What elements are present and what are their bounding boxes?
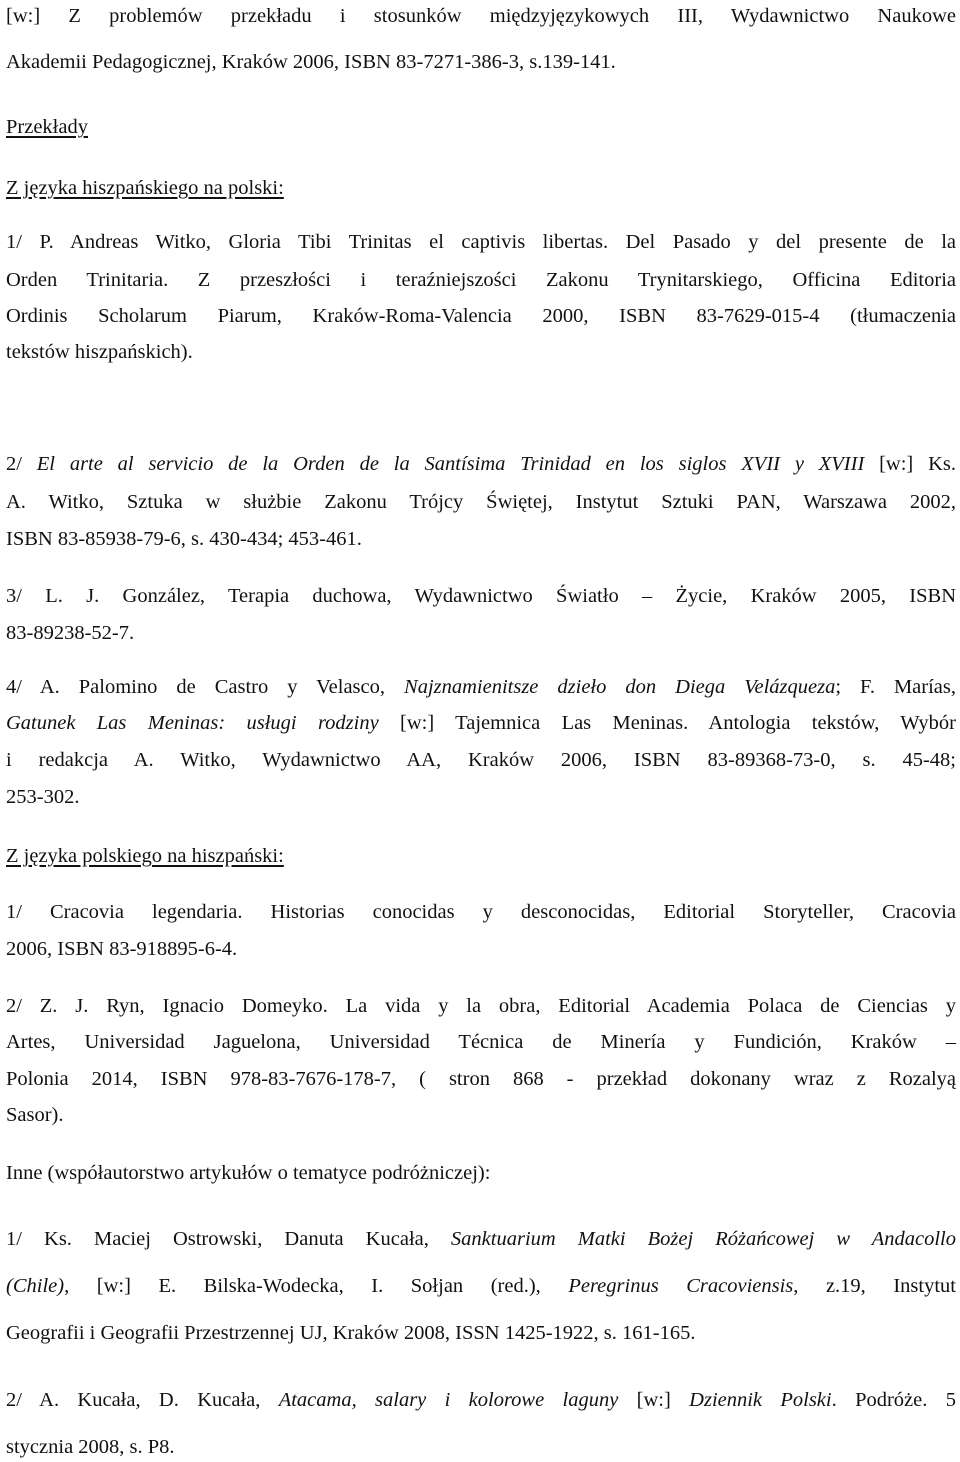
es-pl-entry-2-line-1 xyxy=(6,454,956,475)
entry-text: . Podróże. 5 xyxy=(831,1389,956,1411)
entry-text: [w:] Tajemnica Las Meninas. Antologia tekstów, Wybór xyxy=(378,712,956,734)
prev-entry-line-2: Akademii Pedagogicznej, Kraków 2006, ISBN 83-7271-386-3, s.139-141. xyxy=(6,51,616,73)
prev-entry-line-1: [w:] Z problemów przekładu i stosunków międzyjęzykowych III, Wydawnictwo Naukowe xyxy=(6,5,956,27)
es-pl-entry-2-line-3: ISBN 83-85938-79-6, s. 430-434; 453-461. xyxy=(6,528,362,550)
entry-text: , z.19, Instytut xyxy=(793,1275,956,1297)
entry-title: Gatunek Las Meninas: usługi rodziny xyxy=(6,712,379,734)
entry-title: El arte al servicio de la Orden de la Santísima Trinidad en los siglos XVII y XVIII xyxy=(36,453,865,475)
other-entry-2-line-2: stycznia 2008, s. P8. xyxy=(6,1436,175,1458)
es-pl-entry-2-line-2: A. Witko, Sztuka w służbie Zakonu Trójcy Świętej, Instytut Sztuki PAN, Warszawa 2002, xyxy=(6,491,956,513)
es-pl-entry-4-line-1 xyxy=(6,677,956,698)
other-entry-1-line-3: Geografii i Geografii Przestrzennej UJ, Kraków 2008, ISSN 1425-1922, s. 161-165. xyxy=(6,1322,696,1344)
entry-text: 2/ A. Kucała, D. Kucała, xyxy=(6,1389,279,1411)
entry-title: (Chile) xyxy=(6,1275,65,1297)
es-pl-entry-1-line-1: 1/ P. Andreas Witko, Gloria Tibi Trinitas el captivis libertas. Del Pasado y del presente de la xyxy=(6,231,956,253)
es-pl-entry-3-line-1: 3/ L. J. González, Terapia duchowa, Wydawnictwo Światło – Życie, Kraków 2005, ISBN xyxy=(6,585,956,607)
entry-title: Dziennik Polski xyxy=(689,1389,832,1411)
entry-text: 1/ Ks. Maciej Ostrowski, Danuta Kucała, xyxy=(6,1228,451,1250)
es-pl-entry-1-line-4: tekstów hiszpańskich). xyxy=(6,341,193,363)
subheading-spanish-to-polish: Z języka hiszpańskiego na polski: xyxy=(6,177,284,199)
entry-title: Sanktuarium Matki Bożej Różańcowej w Andacollo xyxy=(450,1228,956,1250)
other-entry-2-line-1 xyxy=(6,1390,956,1411)
pl-es-entry-2-line-1: 2/ Z. J. Ryn, Ignacio Domeyko. La vida y la obra, Editorial Academia Polaca de Ciencias y xyxy=(6,995,956,1017)
pl-es-entry-2-line-3: Polonia 2014, ISBN 978-83-7676-178-7, ( stron 868 - przekład dokonany wraz z Rozalyą xyxy=(6,1068,956,1090)
pl-es-entry-2-line-2: Artes, Universidad Jaguelona, Universidad Técnica de Minería y Fundición, Kraków – xyxy=(6,1031,956,1053)
pl-es-entry-2-line-4: Sasor). xyxy=(6,1104,64,1126)
entry-text: 4/ A. Palomino de Castro y Velasco, xyxy=(6,676,405,698)
other-entry-1-line-2 xyxy=(6,1276,956,1297)
subheading-other: Inne (współautorstwo artykułów o tematyce podróżniczej): xyxy=(6,1162,491,1184)
entry-text: [w:] xyxy=(618,1389,690,1411)
es-pl-entry-4-line-4: 253-302. xyxy=(6,786,80,808)
entry-title: Najznamienitsze dzieło don Diega Velázqueza xyxy=(404,676,836,698)
section-heading-translations: Przekłady xyxy=(6,116,88,138)
es-pl-entry-1-line-3: Ordinis Scholarum Piarum, Kraków-Roma-Valencia 2000, ISBN 83-7629-015-4 (tłumaczenia xyxy=(6,305,956,327)
es-pl-entry-3-line-2: 83-89238-52-7. xyxy=(6,622,135,644)
entry-title: Atacama, salary i kolorowe laguny xyxy=(278,1389,619,1411)
entry-text: ; F. Marías, xyxy=(835,676,957,698)
es-pl-entry-1-line-2: Orden Trinitaria. Z przeszłości i teraźniejszości Zakonu Trynitarskiego, Officina Editoria xyxy=(6,269,956,291)
entry-title: Peregrinus Cracoviensis xyxy=(568,1275,794,1297)
es-pl-entry-4-line-2 xyxy=(6,713,956,734)
pl-es-entry-1-line-2: 2006, ISBN 83-918895-6-4. xyxy=(6,938,238,960)
es-pl-entry-4-line-3: i redakcja A. Witko, Wydawnictwo AA, Kraków 2006, ISBN 83-89368-73-0, s. 45-48; xyxy=(6,749,956,771)
other-entry-1-line-1 xyxy=(6,1229,956,1250)
entry-text: [w:] Ks. xyxy=(864,453,956,475)
pl-es-entry-1-line-1: 1/ Cracovia legendaria. Historias conocidas y desconocidas, Editorial Storyteller, Cracovia xyxy=(6,901,956,923)
entry-number: 2/ xyxy=(6,453,37,475)
entry-text: , [w:] E. Bilska-Wodecka, I. Sołjan (red.), xyxy=(64,1275,569,1297)
subheading-polish-to-spanish: Z języka polskiego na hiszpański: xyxy=(6,845,284,867)
